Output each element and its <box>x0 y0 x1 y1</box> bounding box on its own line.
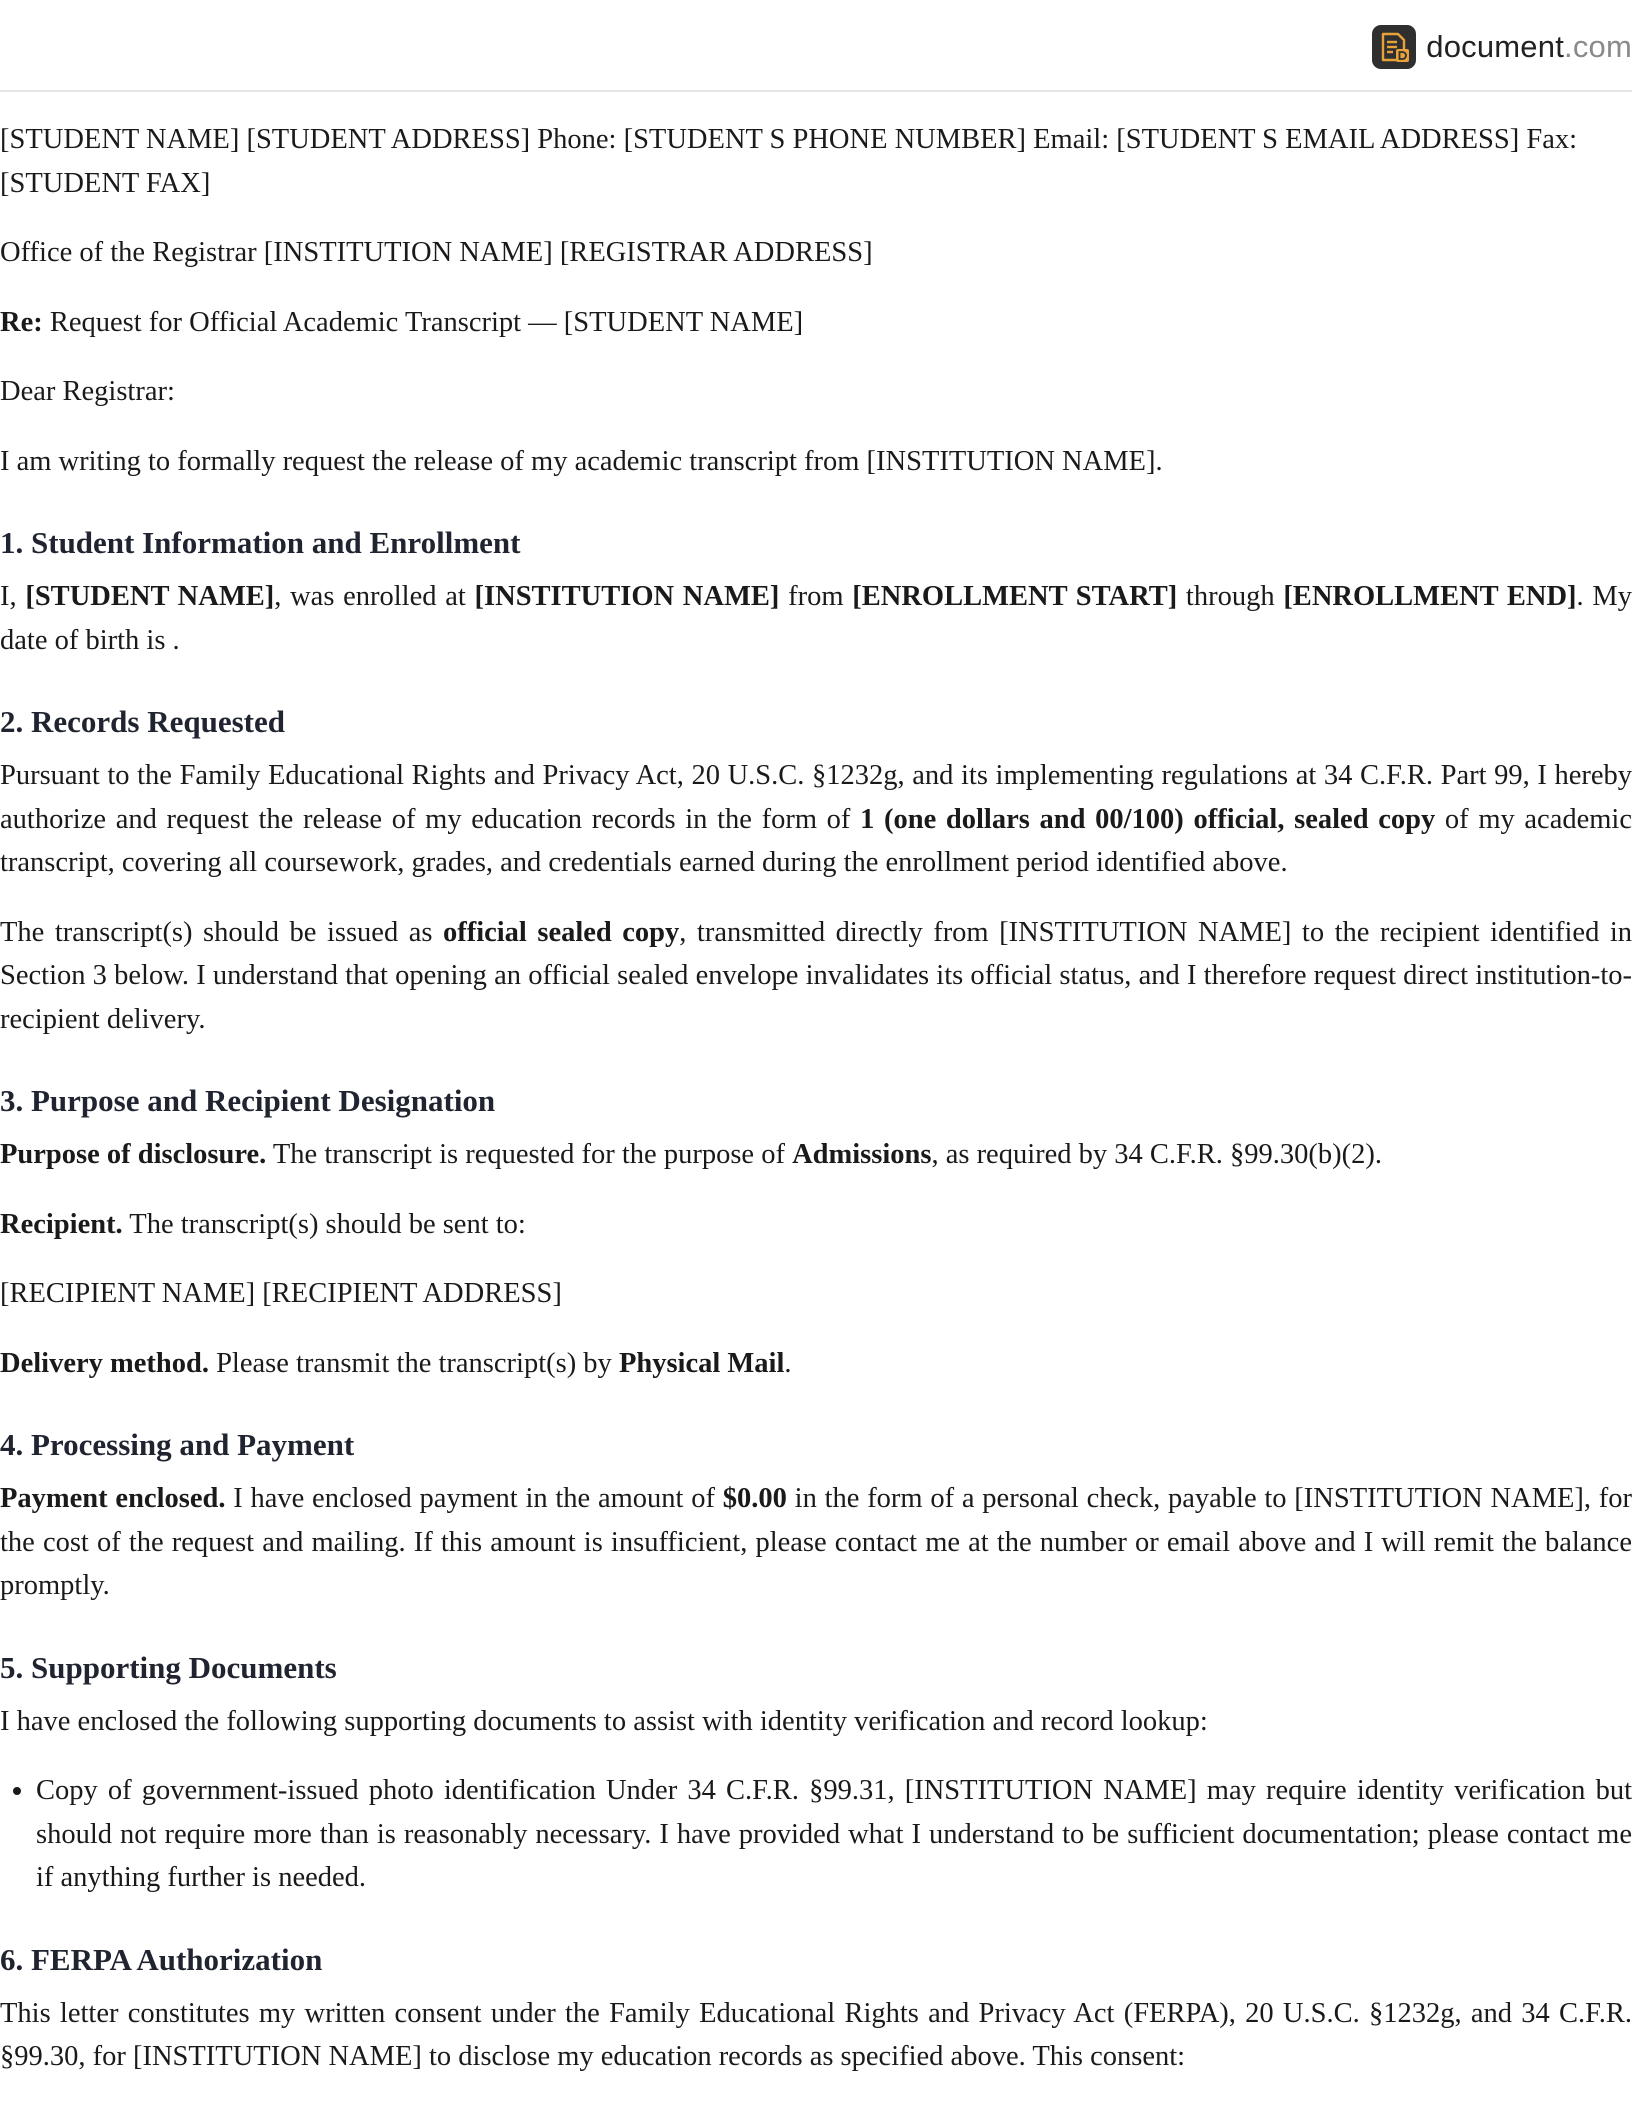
section-2-paragraph-2: The transcript(s) should be issued as official sealed copy, transmitted directly from [INSTITUTION NAME] to the recipient identified in Section 3 below. I understand that opening an official sealed envelope invalidates its official status, and I therefore request direct institution-to-recipient delivery. <box>0 916 1632 1035</box>
salutation: Dear Registrar: <box>0 376 175 407</box>
section-6-heading: 6. FERPA Authorization <box>0 1941 323 1977</box>
supporting-docs-list <box>0 1769 1632 1900</box>
purpose-paragraph: Purpose of disclosure. The transcript is requested for the purpose of Admissions, as required by 34 C.F.R. §99.30(b)(2). <box>0 1139 1382 1170</box>
section-1-heading: 1. Student Information and Enrollment <box>0 525 521 560</box>
brand-logo[interactable] <box>1372 24 1632 70</box>
top-bar <box>0 0 1632 92</box>
payment-paragraph: Payment enclosed. I have enclosed payment in the amount of $0.00 in the form of a personal check, payable to [INSTITUTION NAME], for the cost of the request and mailing. If this amount is insufficient, please contact me at the number or email above and I will remit the balance promptly. <box>0 1483 1632 1601</box>
recipient-block: Office of the Registrar [INSTITUTION NAME] [REGISTRAR ADDRESS] <box>0 237 873 268</box>
section-2-paragraph-1: Pursuant to the Family Educational Rights and Privacy Act, 20 U.S.C. §1232g, and its implementing regulations at 34 C.F.R. Part 99, I hereby authorize and request the release of my education records in the form of 1 (one dollars and 00/100) official, sealed copy of my academic transcript, covering all coursework, grades, and credentials earned during the enrollment period identified above. <box>0 760 1632 878</box>
delivery-paragraph: Delivery method. Please transmit the transcript(s) by Physical Mail. <box>0 1347 792 1379</box>
section-2-heading: 2. Records Requested <box>0 704 285 739</box>
supporting-docs-intro: I have enclosed the following supporting documents to assist with identity verification and record lookup: <box>0 1705 1208 1737</box>
brand-name: document.com <box>1426 29 1632 64</box>
sender-block: [STUDENT NAME] [STUDENT ADDRESS] Phone: [STUDENT S PHONE NUMBER] Email: [STUDENT S EMAIL ADDRESS] Fax: [STUDENT FAX] <box>0 124 1578 199</box>
list-item: • Copy of government-issued photo identification Under 34 C.F.R. §99.31, [INSTITUTION NAME] may require identity verification but should not require more than is reasonably necessary. I have provided what I understand to be sufficient documentation; please contact me if anything further is needed. <box>36 1769 1632 1900</box>
section-1-paragraph: I, [STUDENT NAME], was enrolled at [INSTITUTION NAME] from [ENROLLMENT START] through [ENROLLMENT END]. My date of birth is . <box>0 581 1632 656</box>
letter-body <box>0 118 1632 2105</box>
intro-paragraph: I am writing to formally request the release of my academic transcript from [INSTITUTION NAME]. <box>0 445 1163 477</box>
section-4-heading: 4. Processing and Payment <box>0 1427 355 1462</box>
section-3-heading: 3. Purpose and Recipient Designation <box>0 1083 496 1118</box>
subject-line: Re: Request for Official Academic Transcript — [STUDENT NAME] <box>0 306 804 338</box>
recipient-paragraph: Recipient. The transcript(s) should be sent to: <box>0 1208 526 1240</box>
ferpa-paragraph: This letter constitutes my written consent under the Family Educational Rights and Privacy Act (FERPA), 20 U.S.C. §1232g, and 34 C.F.R. §99.30, for [INSTITUTION NAME] to disclose my education records as specified above. This consent: <box>0 1997 1632 2072</box>
section-5-heading: 5. Supporting Documents <box>0 1649 337 1685</box>
document-logo-icon <box>1372 25 1416 69</box>
recipient-block-address: [RECIPIENT NAME] [RECIPIENT ADDRESS] <box>0 1278 562 1309</box>
